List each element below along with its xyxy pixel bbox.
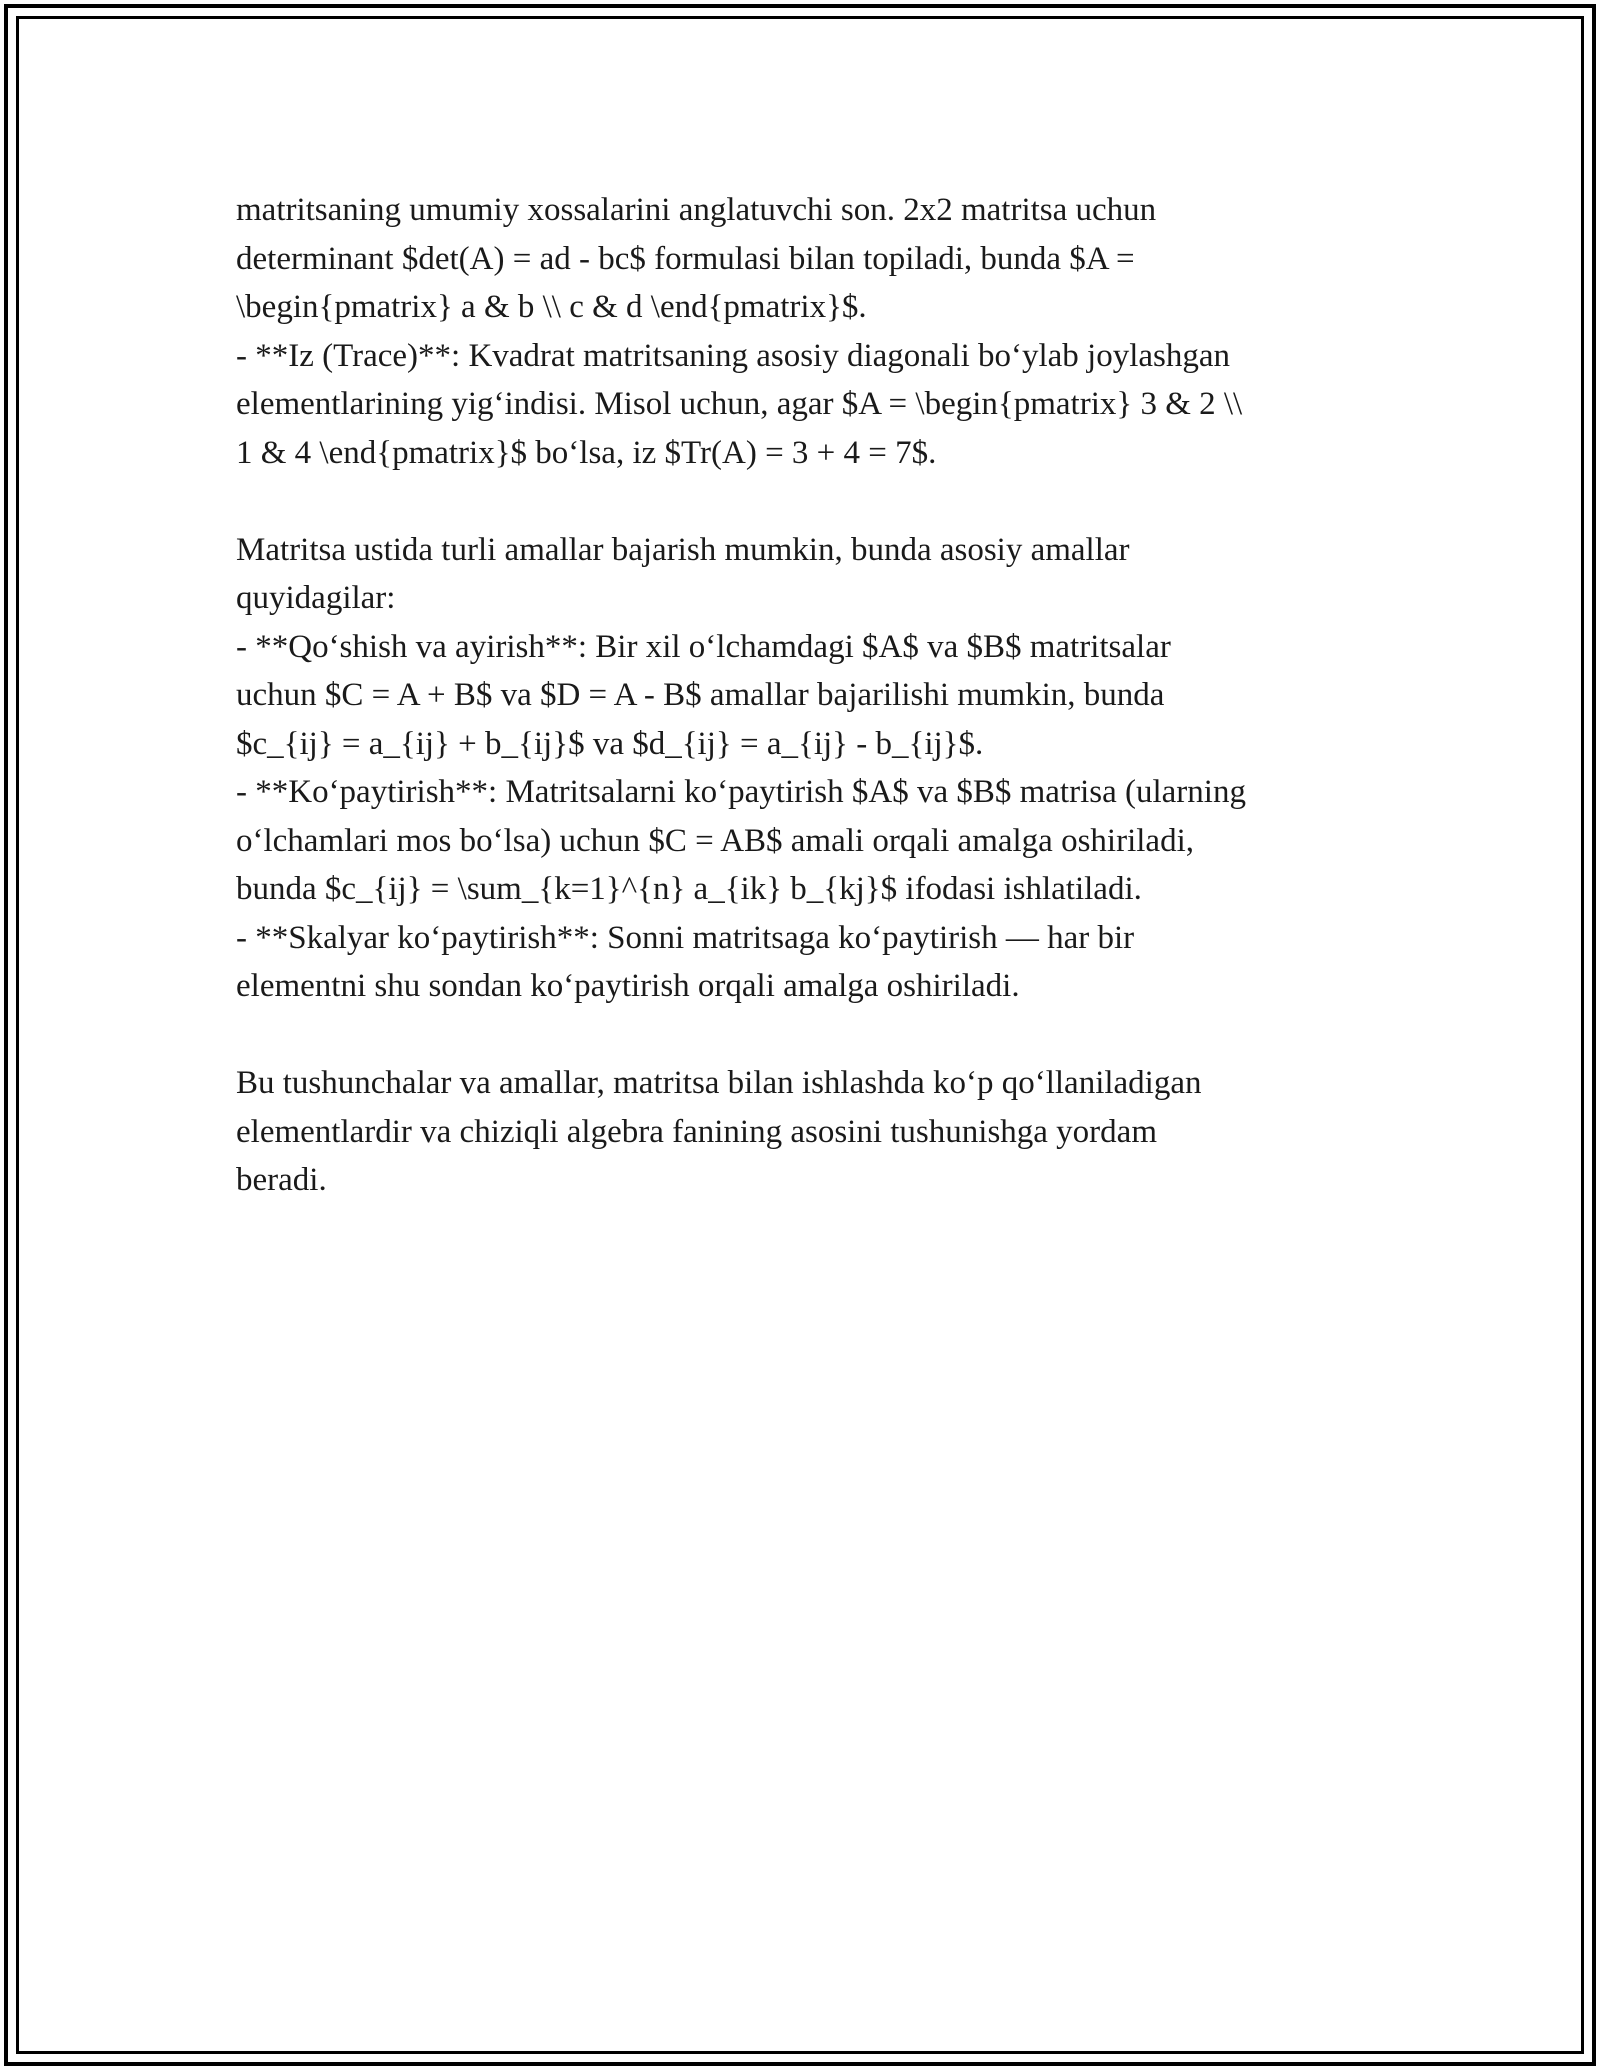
text-line: elementlardir va chiziqli algebra fanining asosini tushunishga yordam <box>236 1113 1157 1150</box>
text-line: - **Iz (Trace)**: Kvadrat matritsaning asosiy diagonali bo‘ylab joylashgan <box>236 337 1231 374</box>
text-line: quyidagilar: <box>236 580 396 616</box>
document-body <box>236 186 1376 1253</box>
text-line: bunda $c_{ij} = \sum_{k=1}^{n} a_{ik} b_{kj}$ ifodasi ishlatiladi. <box>236 871 1142 907</box>
text-line: - **Ko‘paytirish**: Matritsalarni ko‘paytirish $A$ va $B$ matrisa (ularning <box>236 774 1246 810</box>
paragraph-matrix-operations <box>236 526 1376 1011</box>
text-line: matritsaning umumiy xossalarini anglatuvchi son. 2x2 matritsa uchun <box>236 192 1157 228</box>
paragraph-conclusion <box>236 1059 1376 1205</box>
paragraph-determinant-trace <box>236 186 1376 477</box>
text-line: uchun $C = A + B$ va $D = A - B$ amallar bajarilishi mumkin, bunda <box>236 677 1165 713</box>
text-line: Matritsa ustida turli amallar bajarish mumkin, bunda asosiy amallar <box>236 531 1130 568</box>
text-line: $c_{ij} = a_{ij} + b_{ij}$ va $d_{ij} = a_{ij} - b_{ij}$. <box>236 725 984 762</box>
text-line: \begin{pmatrix} a & b \\ c & d \end{pmatrix}$. <box>236 289 867 325</box>
text-line: - **Skalyar ko‘paytirish**: Sonni matritsaga ko‘paytirish — har bir <box>236 919 1135 956</box>
text-line: - **Qo‘shish va ayirish**: Bir xil o‘lchamdagi $A$ va $B$ matritsalar <box>236 628 1171 665</box>
text-line: 1 & 4 \end{pmatrix}$ bo‘lsa, iz $Tr(A) = 3 + 4 = 7$. <box>236 434 937 471</box>
text-line: elementni shu sondan ko‘paytirish orqali amalga oshiriladi. <box>236 968 1020 1004</box>
text-line: Bu tushunchalar va amallar, matritsa bilan ishlashda ko‘p qo‘llaniladigan <box>236 1065 1202 1101</box>
text-line: o‘lchamlari mos bo‘lsa) uchun $C = AB$ amali orqali amalga oshiriladi, <box>236 822 1194 859</box>
text-line: beradi. <box>236 1162 327 1198</box>
text-line: elementlarining yig‘indisi. Misol uchun, agar $A = \begin{pmatrix} 3 & 2 \\ <box>236 386 1243 422</box>
text-line: determinant $det(A) = ad - bc$ formulasi bilan topiladi, bunda $A = <box>236 240 1135 277</box>
